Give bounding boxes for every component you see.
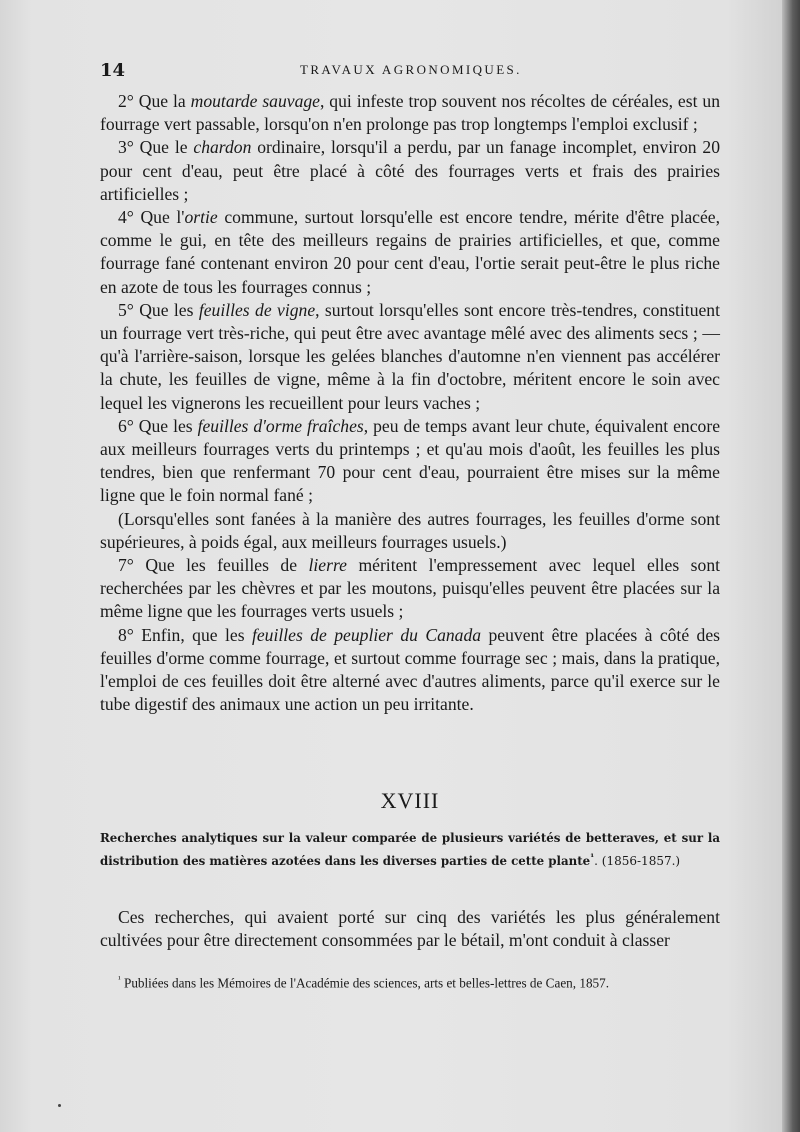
para-emphasis: feuilles de vigne (198, 299, 316, 320)
para-rest: , surtout lorsqu'elles sont encore très-tendres, constituent un fourrage vert très-riche, qui peut être avec avantage mêlé avec des aliments secs ; — qu'à l'arrière-saison, lorsque les gelées blanches d'automne n'en viennent pas accélérer la chute, les feuilles de vigne, même à la fin d'octobre, méritent encore le soin avec lequel les vignerons les recueillent pour leurs vaches ; (100, 299, 720, 413)
para-emphasis: moutarde sauvage (190, 91, 320, 111)
para-emphasis: ortie (184, 207, 218, 228)
para-rest: , qui infeste trop souvent nos récoltes de céréales, est un fourrage vert passable, lorsqu'on n'en prolonge pas trop longtemps l'emploi exclusif ; (100, 91, 720, 135)
paragraph-item-3 (100, 136, 720, 206)
para-lead: 3° Que le (118, 137, 194, 158)
paragraph-item-4 (100, 206, 720, 299)
paragraph-item-2 (100, 90, 720, 136)
para-rest: ordinaire, lorsqu'il a perdu, par un fanage incomplet, environ 20 pour cent d'eau, peut être placé à côté des fourrages verts et frais des prairies artificielles ; (100, 137, 720, 204)
footnote-mark: ¹ (118, 974, 121, 984)
para-lead: 8° Enfin, que les (118, 624, 252, 645)
para-lead: 7° Que les feuilles de (118, 555, 309, 576)
para-lead: (Lorsqu'elles sont fanées à la manière des autres fourrages, les feuilles d'orme sont supérieures, à poids égal, aux meilleurs fourrages usuels.) (100, 508, 720, 552)
section-title-text: Recherches analytiques sur la valeur comparée de plusieurs variétés de betteraves, et sur la distribution des matières azotées dans les diverses parties de cette plante (100, 831, 720, 868)
paragraph-item-8 (100, 624, 720, 717)
closing-paragraph: Ces recherches, qui avaient porté sur cinq des variétés les plus généralement cultivées pour être directement consommées par le bétail, m'ont conduit à classer (100, 907, 720, 951)
section-number: XVIII (380, 788, 440, 813)
para-rest: , peu de temps avant leur chute, équivalent encore aux meilleurs fourrages verts du printemps ; et qu'au mois d'août, les feuilles les plus tendres, bien que renfermant 70 pour cent d'eau, pourraient être mises sur la même ligne que le foin normal fané ; (100, 415, 721, 506)
para-emphasis: lierre (308, 555, 347, 576)
para-emphasis: chardon (193, 137, 252, 158)
para-lead: 4° Que l' (118, 207, 185, 228)
paragraph-item-5 (100, 299, 720, 415)
print-speck (58, 1104, 61, 1107)
page-edge-shadow (782, 0, 800, 1132)
paragraph-parenthetical (100, 508, 720, 554)
footnote (100, 970, 720, 992)
paragraph-item-6 (100, 415, 720, 508)
section-title (100, 828, 720, 871)
para-emphasis: feuilles d'orme fraîches (197, 415, 364, 436)
para-lead: 6° Que les (118, 415, 198, 436)
para-emphasis: feuilles de peuplier du Canada (251, 624, 482, 645)
page-number: 14 (100, 60, 126, 81)
para-rest: commune, surtout lorsqu'elle est encore tendre, mérite d'être placée, comme le gui, en tête des meilleurs regains de prairies artificielles, et que, comme fourrage fané contenant environ 20 pour cent d'eau, l'ortie serait peut-être le plus riche en azote de tous les fourrages connus ; (100, 207, 721, 297)
footnote-marker: ¹ (590, 853, 595, 863)
para-lead: 5° Que les (118, 299, 199, 320)
para-rest: méritent l'empressement avec lequel elles sont recherchées par les chèvres et par les moutons, puisqu'elles peuvent être placées sur la même ligne que les fourrages verts usuels ; (100, 555, 720, 622)
para-rest: peuvent être placées à côté des feuilles d'orme comme fourrage, et surtout comme fourrage sec ; mais, dans la pratique, l'emploi de ces feuilles doit être alterné avec d'autres aliments, parce qu'il exerce sur le tube digestif des animaux une action un peu irritante. (100, 624, 721, 715)
running-title: TRAVAUX AGRONOMIQUES. (300, 62, 522, 77)
main-text (100, 90, 720, 716)
page-header (100, 60, 720, 80)
section-dates: . (1856-1857.) (594, 853, 681, 868)
footnote-text: Publiées dans les Mémoires de l'Académie des sciences, arts et belles-lettres de Caen, 1857. (120, 975, 610, 991)
para-lead: 2° Que la (118, 91, 191, 111)
paragraph-item-7 (100, 554, 720, 624)
